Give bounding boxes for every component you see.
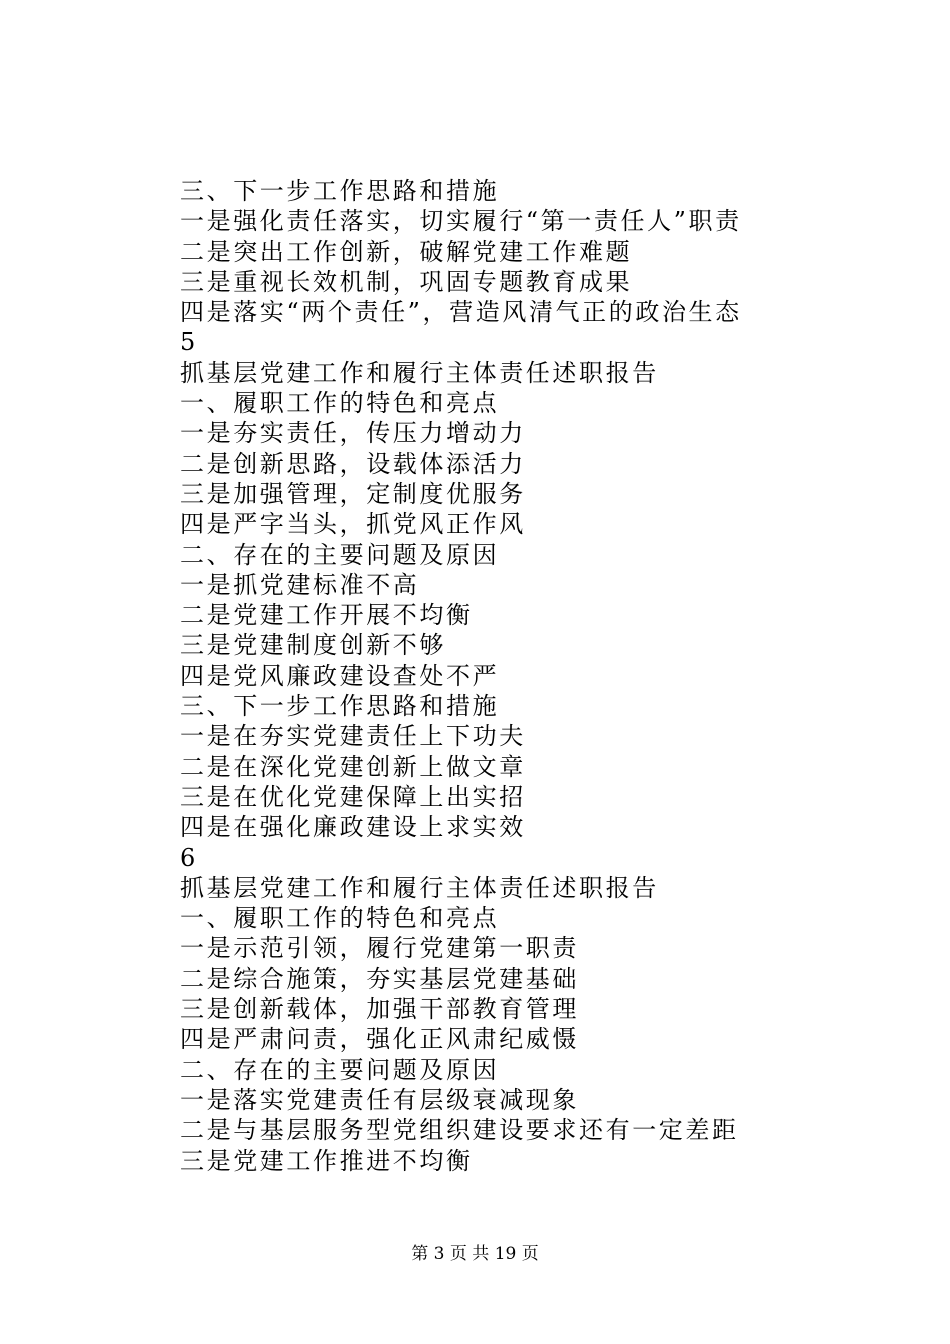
text-line: 一是在夯实党建责任上下功夫 <box>180 722 526 751</box>
text-line: 二是在深化党建创新上做文章 <box>180 752 526 781</box>
text-line: 四是落实“两个责任”，营造风清气正的政治生态 <box>180 298 742 327</box>
text-line: 一是夯实责任，传压力增动力 <box>180 419 526 448</box>
text-line: 三、下一步工作思路和措施 <box>180 177 500 205</box>
text-line: 三是在优化党建保障上出实招 <box>180 782 526 811</box>
text-line: 三是党建制度创新不够 <box>180 631 446 660</box>
section-title: 抓基层党建工作和履行主体责任述职报告 <box>180 358 659 387</box>
text-line: 四是严肃问责，强化正风肃纪威慑 <box>180 1025 579 1054</box>
text-line: 二是突出工作创新，破解党建工作难题 <box>180 237 633 266</box>
section-title: 抓基层党建工作和履行主体责任述职报告 <box>180 873 659 902</box>
text-line: 三、下一步工作思路和措施 <box>180 692 500 721</box>
section-number: 6 <box>180 843 198 872</box>
text-line: 三是创新载体，加强干部教育管理 <box>180 995 579 1024</box>
text-line: 四是在强化廉政建设上求实效 <box>180 813 526 842</box>
text-line: 四是严字当头，抓党风正作风 <box>180 510 526 539</box>
text-line: 一、履职工作的特色和亮点 <box>180 904 500 933</box>
text-line: 四是党风廉政建设查处不严 <box>180 661 500 690</box>
document-body <box>180 176 880 1176</box>
text-line: 一、履职工作的特色和亮点 <box>180 389 500 418</box>
page-number: 第 3 页 共 19 页 <box>411 1244 539 1264</box>
text-line: 二是创新思路，设载体添活力 <box>180 449 526 478</box>
text-line: 一是示范引领，履行党建第一职责 <box>180 934 579 963</box>
text-line: 三是重视长效机制，巩固专题教育成果 <box>180 267 633 296</box>
text-line: 二、存在的主要问题及原因 <box>180 540 500 569</box>
text-line: 二、存在的主要问题及原因 <box>180 1055 500 1084</box>
section-number: 5 <box>180 328 198 357</box>
text-line: 三是加强管理，定制度优服务 <box>180 479 526 508</box>
text-line: 二是与基层服务型党组织建设要求还有一定差距 <box>180 1116 739 1145</box>
page-footer <box>0 1242 950 1266</box>
text-line: 一是落实党建责任有层级衰减现象 <box>180 1085 579 1114</box>
text-line: 一是强化责任落实，切实履行“第一责任人”职责 <box>180 207 742 236</box>
text-line: 二是综合施策，夯实基层党建基础 <box>180 964 579 993</box>
text-line: 三是党建工作推进不均衡 <box>180 1146 473 1175</box>
text-line: 一是抓党建标准不高 <box>180 570 420 599</box>
text-line: 二是党建工作开展不均衡 <box>180 601 473 630</box>
